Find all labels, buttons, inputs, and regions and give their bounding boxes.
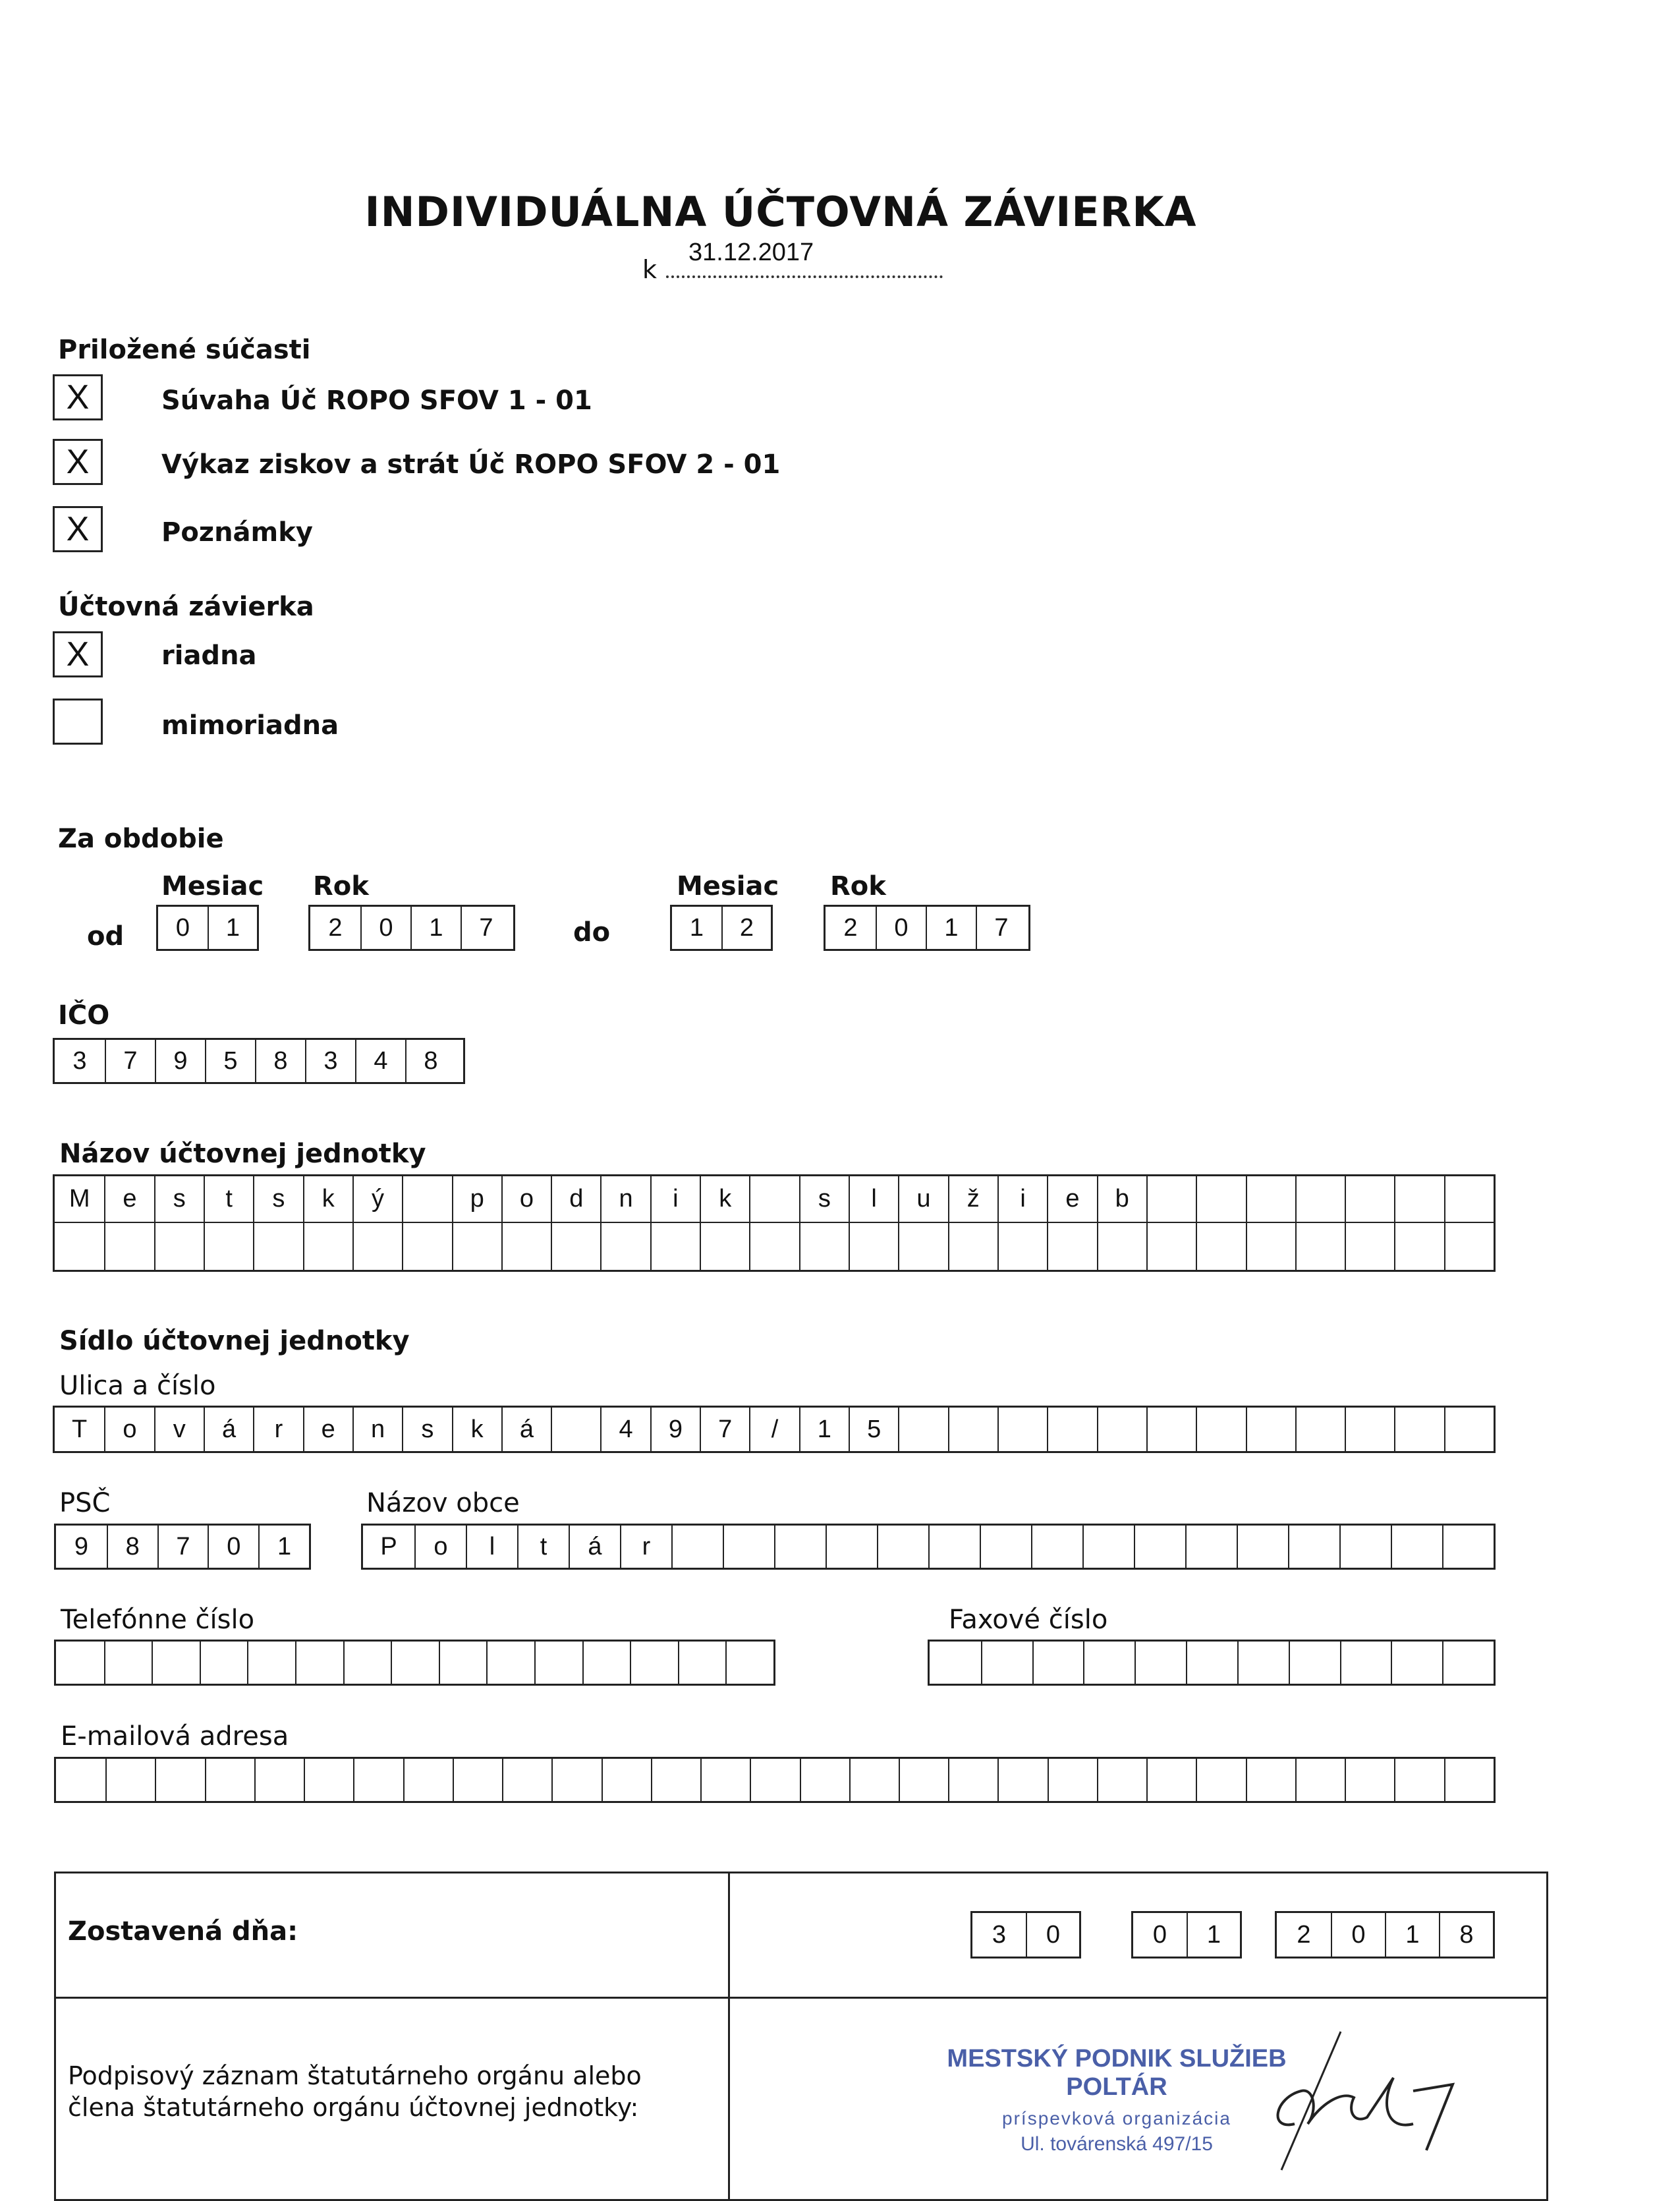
cell — [1391, 1642, 1442, 1684]
cell — [1032, 1642, 1084, 1684]
cell: 1 — [689, 913, 704, 942]
period-heading: Za obdobie — [58, 824, 224, 854]
checkbox-mimoriadna[interactable] — [53, 699, 103, 745]
checkbox-riadna[interactable]: X — [53, 631, 103, 677]
cell: P — [380, 1532, 397, 1560]
cell — [723, 1526, 774, 1568]
cell — [671, 1526, 723, 1568]
cell — [204, 1223, 253, 1270]
cell — [439, 1642, 487, 1684]
signature-table — [54, 1872, 1548, 2201]
stamp-line-1: MESTSKÝ PODNIK SLUŽIEB — [947, 2045, 1287, 2072]
cell: 3 — [992, 1920, 1007, 1949]
to-year-label: Rok — [830, 871, 886, 901]
from-year-label: Rok — [313, 871, 369, 901]
cell — [1246, 1759, 1295, 1801]
cell — [295, 1642, 343, 1684]
cell — [582, 1642, 630, 1684]
cell: T — [72, 1415, 88, 1443]
cell — [1196, 1759, 1245, 1801]
cell: 0 — [175, 913, 190, 942]
cell: 1 — [799, 1408, 849, 1451]
signature-label-line1: Podpisový záznam štatutárneho orgánu alebo — [68, 2061, 642, 2090]
cell: 8 — [107, 1526, 157, 1568]
cell — [1339, 1526, 1391, 1568]
cell: k — [303, 1176, 352, 1222]
cell — [1295, 1176, 1345, 1222]
cell — [1442, 1526, 1494, 1568]
cell — [152, 1642, 200, 1684]
compiled-year-field[interactable] — [1275, 1911, 1495, 1958]
cell: d — [551, 1176, 600, 1222]
cell — [501, 1223, 551, 1270]
cell — [1048, 1759, 1097, 1801]
entity-name-label: Názov účtovnej jednotky — [59, 1139, 426, 1169]
cell — [154, 1223, 204, 1270]
cell — [1186, 1642, 1237, 1684]
cell — [877, 1526, 928, 1568]
ico-label: IČO — [58, 1000, 110, 1031]
cell — [749, 1223, 798, 1270]
cell — [948, 1408, 997, 1451]
cell: 4 — [355, 1040, 405, 1082]
cell — [930, 1642, 981, 1684]
cell — [56, 1642, 104, 1684]
cell: 2 — [328, 913, 343, 942]
stamp-line-2: POLTÁR — [1066, 2073, 1167, 2101]
handwritten-signature — [1255, 2018, 1472, 2177]
cell — [253, 1223, 302, 1270]
cell — [1345, 1759, 1394, 1801]
date-value[interactable]: 31.12.2017 — [688, 239, 814, 266]
cell: b — [1097, 1176, 1146, 1222]
cell: s — [253, 1176, 302, 1222]
cell — [104, 1642, 152, 1684]
label-poznamky: Poznámky — [161, 517, 313, 548]
cell — [551, 1408, 600, 1451]
cell — [700, 1223, 749, 1270]
from-year-field[interactable] — [308, 905, 515, 951]
cell: r — [253, 1408, 302, 1451]
cell: k — [700, 1176, 749, 1222]
cell — [1394, 1223, 1443, 1270]
cell: e — [104, 1176, 154, 1222]
page-title: INDIVIDUÁLNA ÚČTOVNÁ ZÁVIERKA — [364, 188, 1197, 236]
cell — [205, 1759, 254, 1801]
city-label: Názov obce — [366, 1488, 520, 1518]
cell — [1444, 1759, 1494, 1801]
to-year-field[interactable] — [824, 905, 1030, 951]
cell — [1196, 1408, 1245, 1451]
cell: o — [414, 1526, 466, 1568]
cell — [1196, 1223, 1245, 1270]
fax-field[interactable] — [928, 1640, 1496, 1686]
cell: 7 — [976, 907, 1026, 949]
street-field[interactable] — [53, 1406, 1496, 1453]
fax-label: Faxové číslo — [949, 1605, 1108, 1635]
date-prefix: k — [642, 255, 658, 284]
cell — [402, 1223, 451, 1270]
cell — [928, 1526, 980, 1568]
to-month-field[interactable] — [670, 905, 773, 951]
cell — [1345, 1408, 1394, 1451]
checkbox-poznamky[interactable]: X — [53, 506, 103, 552]
cell — [402, 1176, 451, 1222]
cell — [700, 1759, 750, 1801]
from-month-field[interactable] — [156, 905, 259, 951]
cell — [155, 1759, 204, 1801]
cell — [1031, 1526, 1082, 1568]
phone-label: Telefónne číslo — [61, 1605, 255, 1635]
cell: á — [569, 1526, 620, 1568]
cell — [600, 1223, 650, 1270]
entity-name-field[interactable] — [53, 1174, 1496, 1272]
cell: 1 — [1187, 1913, 1240, 1957]
cell: 1 — [1385, 1913, 1439, 1957]
cell — [55, 1223, 104, 1270]
cell: u — [898, 1176, 947, 1222]
cell — [1097, 1223, 1146, 1270]
cell — [1288, 1526, 1339, 1568]
cell: / — [749, 1408, 798, 1451]
label-vykaz: Výkaz ziskov a strát Úč ROPO SFOV 2 - 01 — [161, 449, 781, 480]
cell: t — [204, 1176, 253, 1222]
cell — [826, 1526, 877, 1568]
cell — [1246, 1176, 1295, 1222]
cell — [1444, 1223, 1494, 1270]
from-label: od — [87, 921, 125, 952]
cell: 1 — [926, 907, 976, 949]
cell — [353, 1759, 403, 1801]
cell — [551, 1223, 600, 1270]
cell — [774, 1526, 826, 1568]
cell — [56, 1759, 105, 1801]
cell — [551, 1759, 601, 1801]
cell: 8 — [1439, 1913, 1493, 1957]
compiled-month-field[interactable] — [1131, 1911, 1242, 1958]
cell: 1 — [258, 1526, 309, 1568]
cell — [980, 1526, 1031, 1568]
cell: o — [104, 1408, 154, 1451]
cell — [200, 1642, 248, 1684]
cell — [1097, 1408, 1146, 1451]
cell: 7 — [700, 1408, 749, 1451]
cell: 0 — [1331, 1913, 1385, 1957]
cell — [1082, 1526, 1134, 1568]
cell — [948, 1759, 997, 1801]
cell: 3 — [305, 1040, 355, 1082]
cell: 7 — [461, 907, 511, 949]
cell — [1295, 1223, 1345, 1270]
email-field[interactable] — [54, 1757, 1496, 1803]
cell: 2 — [1297, 1920, 1311, 1949]
label-mimoriadna: mimoriadna — [161, 710, 339, 741]
statement-type-heading: Účtovná závierka — [58, 592, 314, 622]
cell — [1196, 1176, 1245, 1222]
cell — [1097, 1759, 1146, 1801]
cell — [343, 1642, 391, 1684]
cell — [486, 1642, 534, 1684]
cell — [1083, 1642, 1134, 1684]
entity-name-row-2 — [55, 1223, 1494, 1270]
cell: 7 — [105, 1040, 155, 1082]
cell — [981, 1642, 1032, 1684]
cell — [1295, 1759, 1345, 1801]
compiled-day-field[interactable] — [970, 1911, 1081, 1958]
cell: 2 — [843, 913, 858, 942]
to-month-label: Mesiac — [677, 871, 779, 901]
cell — [105, 1759, 155, 1801]
cell: á — [501, 1408, 551, 1451]
cell — [1047, 1408, 1096, 1451]
cell: i — [650, 1176, 700, 1222]
cell: 9 — [650, 1408, 700, 1451]
ico-field[interactable] — [53, 1038, 465, 1084]
cell — [1444, 1176, 1494, 1222]
cell — [452, 1223, 501, 1270]
signature-stroke — [1278, 2078, 1453, 2150]
cell: p — [452, 1176, 501, 1222]
cell — [725, 1642, 773, 1684]
cell: 9 — [155, 1040, 205, 1082]
cell: 0 — [1026, 1913, 1079, 1957]
cell — [391, 1642, 439, 1684]
cell — [534, 1642, 582, 1684]
cell — [1237, 1642, 1289, 1684]
compiled-label: Zostavená dňa: — [68, 1916, 298, 1947]
cell: s — [402, 1408, 451, 1451]
cell: á — [204, 1408, 253, 1451]
cell — [254, 1759, 304, 1801]
cell: 2 — [721, 907, 771, 949]
cell — [1345, 1223, 1394, 1270]
cell: e — [303, 1408, 352, 1451]
cell — [1246, 1408, 1295, 1451]
cell: 8 — [405, 1040, 455, 1082]
cell — [849, 1223, 898, 1270]
cell: 4 — [600, 1408, 650, 1451]
signature-label-line2: člena štatutárneho orgánu účtovnej jednotky: — [68, 2093, 639, 2122]
cell — [1345, 1176, 1394, 1222]
cell — [749, 1176, 798, 1222]
seat-label: Sídlo účtovnej jednotky — [59, 1326, 410, 1356]
cell: 0 — [208, 1526, 258, 1568]
cell: 9 — [74, 1532, 88, 1560]
cell — [898, 1223, 947, 1270]
cell — [1237, 1526, 1288, 1568]
cell: v — [154, 1408, 204, 1451]
cell — [1295, 1408, 1345, 1451]
cell — [1394, 1176, 1443, 1222]
cell — [1442, 1642, 1494, 1684]
cell: r — [620, 1526, 671, 1568]
checkbox-suvaha[interactable]: X — [53, 374, 103, 420]
cell: 1 — [208, 907, 257, 949]
table-divider-horizontal — [56, 1997, 1546, 1999]
cell — [1146, 1176, 1196, 1222]
cell — [1394, 1408, 1443, 1451]
cell: e — [1047, 1176, 1096, 1222]
cell — [899, 1759, 948, 1801]
cell: 0 — [1152, 1920, 1167, 1949]
checkbox-vykaz[interactable]: X — [53, 439, 103, 485]
cell: 8 — [255, 1040, 305, 1082]
cell: M — [69, 1185, 90, 1213]
cell: 0 — [876, 907, 926, 949]
cell — [1394, 1759, 1443, 1801]
cell — [1134, 1526, 1185, 1568]
cell: 1 — [410, 907, 461, 949]
cell: o — [501, 1176, 551, 1222]
cell — [1146, 1759, 1196, 1801]
cell — [651, 1759, 700, 1801]
cell: l — [466, 1526, 517, 1568]
cell: t — [517, 1526, 569, 1568]
cell: ž — [948, 1176, 997, 1222]
psc-label: PSČ — [59, 1488, 111, 1518]
cell — [602, 1759, 651, 1801]
cell — [630, 1642, 678, 1684]
cell — [1185, 1526, 1237, 1568]
cell — [997, 1759, 1047, 1801]
cell: 0 — [360, 907, 410, 949]
table-divider-vertical — [728, 1873, 730, 2199]
cell — [403, 1759, 453, 1801]
cell — [247, 1642, 295, 1684]
cell — [898, 1408, 947, 1451]
stamp-line-4: Ul. továrenská 497/15 — [1021, 2133, 1213, 2155]
cell: n — [600, 1176, 650, 1222]
from-month-label: Mesiac — [161, 871, 264, 901]
cell: n — [352, 1408, 402, 1451]
cell: 3 — [72, 1046, 87, 1075]
psc-field[interactable] — [54, 1524, 311, 1570]
cell — [1340, 1642, 1391, 1684]
attachments-heading: Priložené súčasti — [58, 335, 311, 365]
cell — [1289, 1642, 1340, 1684]
cell — [997, 1223, 1047, 1270]
cell: 7 — [157, 1526, 208, 1568]
cell — [1146, 1223, 1196, 1270]
cell: k — [452, 1408, 501, 1451]
cell — [352, 1223, 402, 1270]
cell: l — [849, 1176, 898, 1222]
cell — [799, 1223, 849, 1270]
cell — [1134, 1642, 1186, 1684]
cell — [1146, 1408, 1196, 1451]
phone-field[interactable] — [54, 1640, 775, 1686]
cell — [650, 1223, 700, 1270]
to-label: do — [573, 917, 611, 948]
label-riadna: riadna — [161, 641, 257, 671]
cell — [453, 1759, 502, 1801]
cell: 5 — [205, 1040, 255, 1082]
cell — [303, 1223, 352, 1270]
cell — [104, 1223, 154, 1270]
cell — [849, 1759, 899, 1801]
cell: s — [799, 1176, 849, 1222]
cell — [502, 1759, 551, 1801]
cell — [948, 1223, 997, 1270]
cell — [1444, 1408, 1494, 1451]
street-label: Ulica a číslo — [59, 1371, 216, 1401]
cell — [304, 1759, 353, 1801]
cell: 5 — [849, 1408, 898, 1451]
cell — [1391, 1526, 1442, 1568]
cell — [750, 1759, 799, 1801]
stamp-line-3: príspevková organizácia — [1002, 2108, 1231, 2129]
email-label: E-mailová adresa — [61, 1721, 289, 1752]
cell: i — [997, 1176, 1047, 1222]
entity-name-row-1 — [55, 1176, 1494, 1223]
cell — [1246, 1223, 1295, 1270]
cell — [678, 1642, 726, 1684]
cell — [800, 1759, 849, 1801]
cell: s — [154, 1176, 204, 1222]
cell: ý — [352, 1176, 402, 1222]
label-suvaha: Súvaha Úč ROPO SFOV 1 - 01 — [161, 386, 592, 416]
cell — [1047, 1223, 1096, 1270]
city-field[interactable] — [361, 1524, 1496, 1570]
cell — [997, 1408, 1047, 1451]
